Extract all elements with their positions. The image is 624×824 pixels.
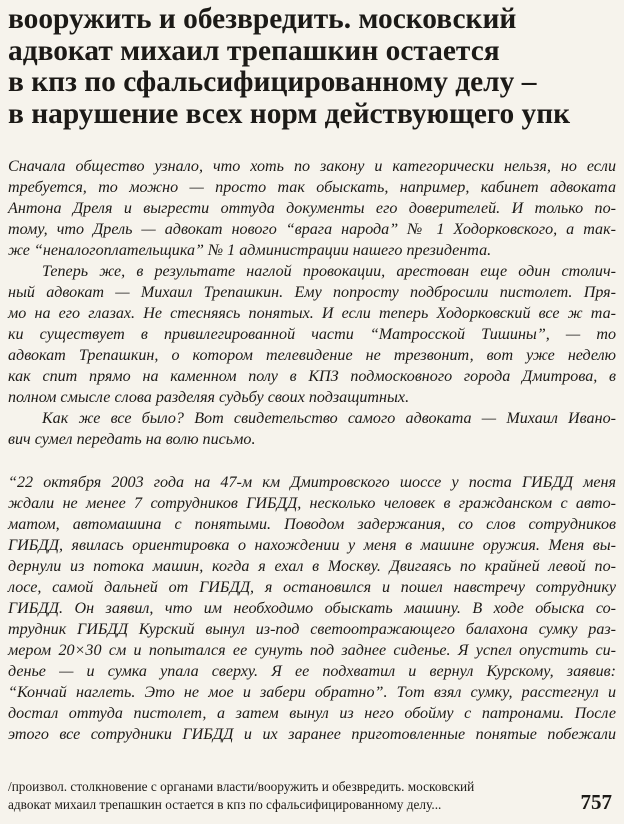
text-line: же “неналогоплательщика” № 1 администрации нашего президента. [8,242,492,259]
text-line: требуется, то можно — просто так обыскать, например, кабинет адвоката [8,179,616,196]
paragraph-1 [8,156,616,261]
page-number: 757 [580,790,612,814]
footer-line: адвокат михаил трепашкин остается в кпз по сфальсифицированному делу... [8,797,442,812]
title-line: адвокат михаил трепашкин остается [8,34,500,67]
title-line: в кпз по сфальсифицированному делу – [8,66,537,98]
text-line: лосе, самой дальней от ГИБДД, я остановился и пошел навстречу сотруднику [8,579,616,596]
text-line: вич сумел передать на волю письмо. [8,431,256,448]
text-line: мером 20×30 см и попытался ее сунуть под заднее сиденье. Я успел опустить си- [8,642,616,659]
text-line: матом, автомашина с понятыми. Поводом задержания, со слов сотрудников [8,516,616,533]
running-footer [8,778,620,814]
text-line: мо на его глазах. Не стесняясь понятых. И если теперь Ходорковский все ж та- [8,305,616,322]
text-line: достал оттуда пистолет, а затем вынул из него обойму с патронами. После [8,705,616,722]
text-line: адвокат Трепашкин, о котором телевидение не трезвонит, вот уже неделю [8,347,616,364]
text-line: ждали не менее 7 сотрудников ГИБДД, несколько человек в гражданском с авто- [8,495,616,512]
paragraph-gap [8,450,616,472]
article-title [8,4,620,130]
paragraph-2 [8,261,616,408]
footer-line: /произвол. столкновение с органами власти/вооружить и обезвредить. московский [8,779,475,794]
text-line: Теперь же, в результате наглой провокации, арестован еще один столич- [42,263,616,280]
text-line: тому, что Дрель — адвокат нового “врага народа” № 1 Ходорковского, а так- [8,221,616,238]
title-line: в нарушение всех норм действующего упк [8,97,571,130]
text-line: Антона Дреля и выгрести оттуда документы его доверителей. И только по- [8,200,616,217]
article-body [8,156,616,745]
text-line: ГИБДД. Он заявил, что им необходимо обыскать машину. В ходе обыска со- [8,600,616,617]
text-line: ки существует в привилегированной части “Матросской Тишины”, — то [8,326,616,343]
text-line: Как же все было? Вот свидетельство самого адвоката — Михаил Ивано- [42,410,616,427]
text-line: этого все сотрудники ГИБДД и их заранее приготовленные понятые побежали [8,726,616,743]
text-line: трудник ГИБДД Курский вынул из-под светоотражающего балахона сумку раз- [8,621,616,638]
text-line: ГИБДД, явилась ориентировка о нахождении у меня в машине оружия. Меня вы- [8,537,616,554]
text-line: дернули из потока машин, когда я ехал в Москву. Двигаясь по крайней левой по- [8,558,616,575]
paragraph-3 [8,408,616,450]
text-line: “Кончай наглеть. Это не мое и забери обратно”. Тот взял сумку, расстегнул и [8,684,616,701]
text-line: ный адвокат — Михаил Трепашкин. Ему попросту подбросили пистолет. Пря- [8,284,616,301]
paragraph-4-letter [8,472,616,745]
text-line: “22 октября 2003 года на 47-м км Дмитровского шоссе у поста ГИБДД меня [8,474,616,491]
text-line: денье — и сумка упала сверху. Я ее подхватил и вернул Курскому, заявив: [8,663,616,680]
text-line: полном смысле слова разделяя судьбу своих подзащитных. [8,389,410,406]
title-line: вооружить и обезвредить. московский [8,3,517,35]
text-line: Сначала общество узнало, что хоть по закону и категорически нельзя, но если [8,158,616,175]
text-line: как спит прямо на каменном полу в КПЗ подмосковного города Дмитрова, в [8,368,616,385]
